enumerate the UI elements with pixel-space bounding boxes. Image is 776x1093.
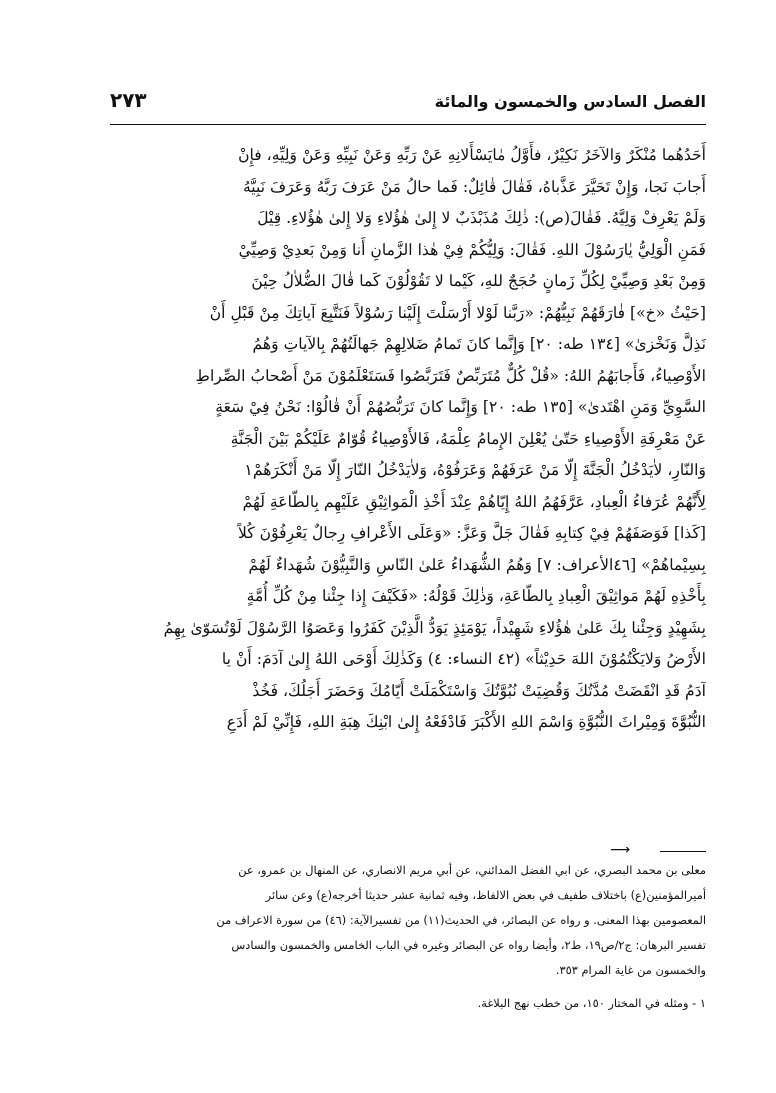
text-line: وَمِنْ بَعْدِ وَصِيِّيْ لِكُلِّ زَمانٍ حُجَجٌ للهِ، كَيْما لا تَقُوْلُوْنَ كَما قٰالَ الضُّلاٰلُ حِيْنَ (251, 272, 706, 290)
footnote-gap (110, 983, 706, 991)
text-line: بِأَخْذِهِ لَهُمْ مَواثِيْقَ الْعِبادِ بِالطّاعَةِ، وَذٰلِكَ قَوْلُهُ: «فَكَيْفَ إِذا جِئْنا مِنْ كُلِّ أُمَّةٍ (246, 587, 706, 605)
text-line: الأَرْضُ وَلايَكْتُمُوْنَ اللهَ حَدِيْثاً» (٤٢ النساء: ٤) وَكَذٰلِكَ أَوْحَى اللهُ إِلىٰ آدَمَ: أَنْ يا (221, 650, 706, 668)
footnote-divider (660, 851, 706, 852)
footnote-arrow-icon: ⟶ (610, 842, 631, 858)
footnote-line: والخمسون من غاية المرام ٣٥٣. (555, 963, 706, 977)
text-line: بِسِيْماهُمْ» [٤٦الأعراف: ٧] وَهُمُ الشُّهَداءُ عَلىٰ النّاسِ وَالنَّبِيُّوْنَ شُهَداءٌ لَهُمْ (248, 555, 706, 574)
text-line: فَمَنِ الْوَلِيُّ يٰارَسُوْلَ اللهِ. فَقٰالَ: وَلِيُّكُمْ فِيْ هٰذا الزَّمانِ أَنا وَمِنْ بَعدِيْ وَصِيِّيْ (238, 240, 706, 259)
footnote-line: معلى بن محمد البصري، عن ابي الفضل المدائني، عن أبي مريم الانصاري، عن المنهال بن عمرو، عن (238, 863, 706, 877)
running-header (110, 88, 706, 118)
footnote-1: ١ - ومثله في المختار ١٥٠، من خطب نهج البلاغة. (477, 996, 706, 1010)
header-divider (110, 124, 706, 125)
footnote-line: تفسير البرهان: ج٢/ص١٩، ط٢، وأيضا رواه عن البصائر وغيره في الباب الخامس والخمسون والسادس (231, 938, 706, 952)
text-line: نَذِلَّ وَنَخْزىٰ» [١٣٤ طه: ٢٠] وَإِنَّما كانَ تَمامُ ضَلالِهِمْ جَهالَتُهُمْ بِالآياتِ وَهُمُ (252, 335, 706, 353)
text-line: أَجابَ نَجا، وَإِنْ تَحَيَّرَ عَذَّباهُ، فَقٰالَ قٰائِلٌ: فَما حالُ مَنْ عَرَفَ رَبَّهُ وَعَرَفَ نَبِيَّهُ (242, 177, 706, 196)
main-text (110, 140, 706, 739)
chapter-title: الفصل السادس والخمسون والمائة (434, 92, 706, 111)
text-line: عَنْ مَعْرِفَةِ الأَوْصِياءِ حَتّىٰ يُعْلِنَ الإِمامُ عِلْمَهُ، فَالأَوْصِياءُ قُوّامٌ عَلَيْكُمْ بَيْنَ الْجَنَّةِ (230, 429, 706, 448)
text-line: [كَذا] فَوَصَفَهُمْ فِيْ كِتابِهِ فَقٰالَ جَلَّ وَعَزَّ: «وَعَلَى الأَعْرافِ رِجالٌ يَعْرِفُوْنَ كُلاً (237, 524, 706, 542)
text-line: لِأَنَّهُمْ عُرَفاءُ الْعِبادِ، عَرَّفَهُمُ اللهُ إِيّاهُمْ عِنْدَ أَخْذِ الْمَواثِيْقِ عَلَيْهِم بِالطّاعَةِ لَهُمْ (242, 492, 706, 511)
footnote-line: أميرالمؤمنين(ع) باختلاف طفيف في بعض الالفاظ، وفيه ثمانية عشر حديثا أخرجه(ع) وعن سائر (265, 888, 706, 902)
text-line: بِشَهِيْدٍ وَجِئْنا بِكَ عَلىٰ هٰؤُلاءِ شَهِيْداً، يَوْمَئِذٍ يَوَدُّ الَّذِيْنَ كَفَرُوا وَعَصَوُا الرَّسُوْلَ لَوْتُسَوّىٰ بِهِمُ (163, 618, 706, 637)
text-line: وَالنّارِ، لاٰيَدْخُلُ الْجَنَّةَ إِلّا مَنْ عَرَفَهُمْ وَعَرَفُوْهُ، وَلاٰيَدْخُلُ النّارَ إِلّا مَنْ أَنْكَرَهُمْ١ (244, 461, 706, 479)
footnote-line: المعصومين بهذا المعنى. و رواه عن البصائر، في الحديث(١١) من تفسيرالآية: (٤٦) من سورة الاعراف من (216, 913, 706, 927)
text-line: النُّبُوَّةَ وَمِيْراثَ النُّبُوَّةِ وَاسْمَ اللهِ الأَكْبَرَ فَادْفَعْهُ إِلىٰ ابْنِكَ هِبَةِ اللهِ، فَإِنِّيْ لَمْ أَدَعِ (226, 713, 706, 731)
text-line: [حَيْثُ «خ»] فٰارَقَهُمْ نَبِيُّهُمْ: «رَبَّنا لَوْلا أَرْسَلْتَ إِلَيْنا رَسُوْلاً فَنَتَّبِعَ آياتِكَ مِنْ قَبْلِ أَنْ (209, 303, 706, 322)
text-line: السَّوِيِّ وَمَنِ اهْتَدىٰ» [١٣٥ طه: ٢٠] وَإِنَّما كانَ تَرَبُّصُهُمْ أَنْ قٰالُوْا: نَحْنُ فِيْ سَعَةٍ (215, 398, 706, 416)
text-line: أَحَدُهُما مُنْكَرٌ وَالآخَرُ نَكِيْرٌ، فأَوَّلُ مٰايَسْأَلانِهِ عَنْ رَبِّهِ وَعَنْ نَبِيِّهِ وَعَنْ وَلِيِّهِ، فإِنْ (238, 146, 706, 164)
text-line: وَلَمْ يَعْرِفْ وَلِيَّهُ. فَقٰالَ(ص): ذٰلِكَ مُذَبْذَبٌ لا إِلىٰ هٰؤُلاءِ وَلا إِلىٰ هٰؤُلاءِ. قِيْلَ (257, 209, 706, 227)
text-line: الأَوْصِياءُ، فَأَجابَهُمُ اللهُ: «قُلْ كُلٌّ مُتَرَبِّصٌ فَتَرَبَّصُوا فَسَتَعْلَمُوْنَ مَنْ أَصْحابُ الصِّراطِ (195, 366, 706, 385)
footnotes (110, 858, 706, 1016)
page-number: ٢٧٣ (110, 88, 147, 112)
text-line: آدَمُ قَدِ انْقَضَتْ مُدَّتُكَ وَقُضِيَتْ نُبُوَّتُكَ وَاسْتَكْمَلَتْ أَيّامُكَ وَحَضَرَ أَجَلُكَ، فَخُذْ (252, 681, 706, 700)
